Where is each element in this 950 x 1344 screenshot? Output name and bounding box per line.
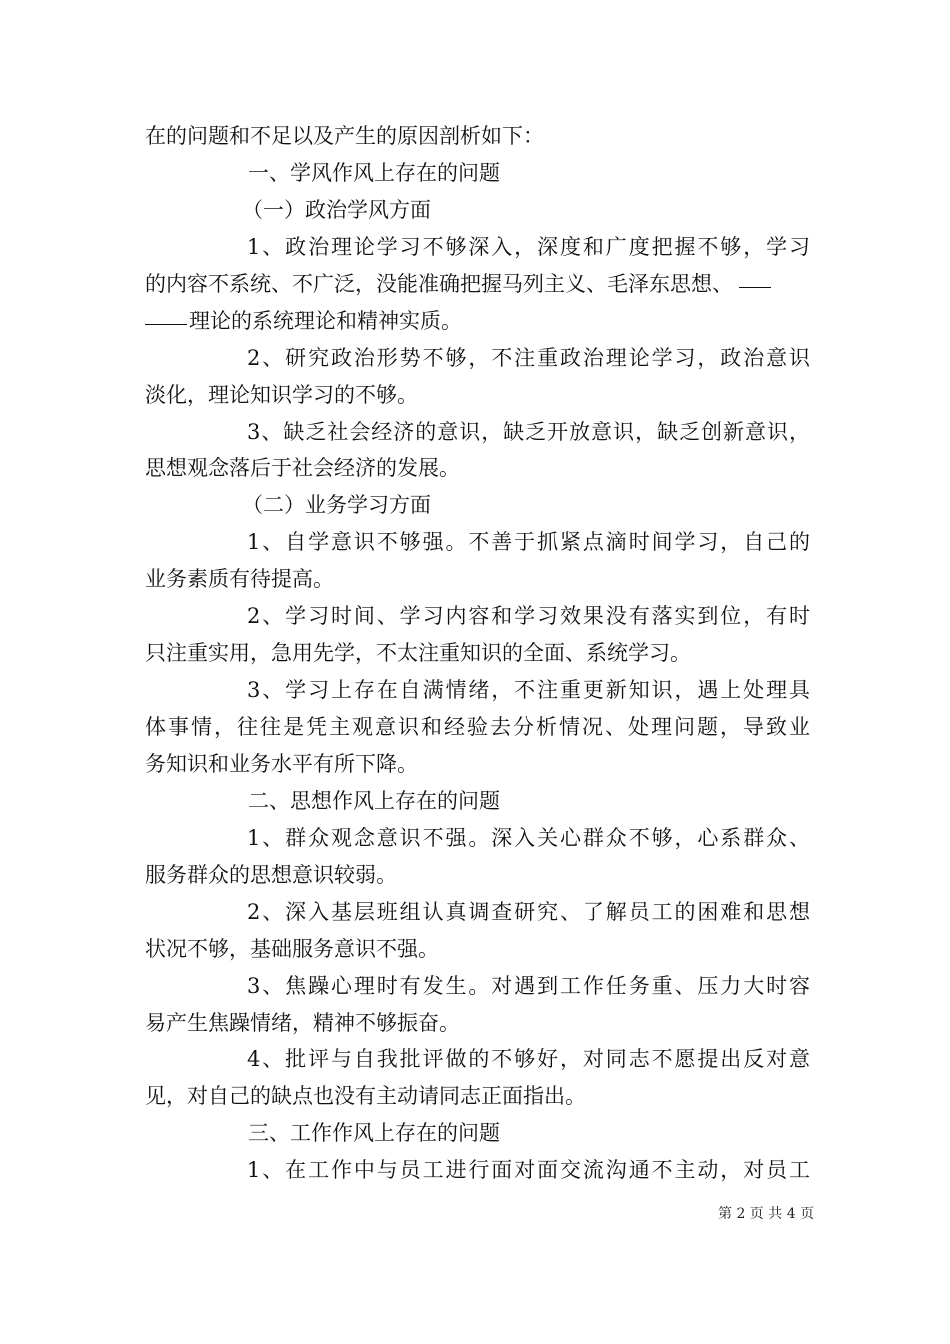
text-line [145, 1078, 810, 1115]
text-line-content: 4、批评与自我批评做的不够好，对同志不愿提出反对意 [247, 1047, 810, 1072]
text-line [145, 894, 810, 931]
text-line [145, 820, 810, 857]
text-line-content: 2、研究政治形势不够，不注重政治理论学习，政治意识 [247, 345, 810, 370]
text-line [145, 450, 810, 487]
text-line-content: 的内容不系统、不广泛，没能准确把握马列主义、毛泽东思想、 [145, 271, 733, 296]
text-line-content: 体事情，往往是凭主观意识和经验去分析情况、处理问题，导致业 [145, 715, 810, 739]
page-number-footer: 第 2 页 共 4 页 [718, 1206, 815, 1222]
text-line-content: 1、在工作中与员工进行面对面交流沟通不主动，对员工 [247, 1158, 810, 1183]
text-line-content: 理论的系统理论和精神实质。 [189, 308, 462, 333]
text-line [145, 266, 810, 303]
text-line [145, 1041, 810, 1078]
text-line [145, 377, 810, 414]
fill-in-blank [145, 323, 187, 325]
text-line [145, 598, 810, 635]
text-line [145, 1005, 810, 1042]
text-line [145, 118, 810, 155]
text-line-content: 3、焦躁心理时有发生。对遇到工作任务重、压力大时容 [247, 973, 810, 998]
section-heading-text: 一、学风作风上存在的问题 [248, 160, 500, 185]
text-line-content: 服务群众的思想意识较弱。 [145, 862, 397, 887]
section-heading [145, 783, 810, 820]
section-heading [145, 1115, 810, 1152]
text-line [145, 931, 810, 968]
text-line [145, 635, 810, 672]
text-line [145, 229, 810, 266]
text-line-content: 1、政治理论学习不够深入，深度和广度把握不够，学习 [247, 234, 810, 259]
text-line [145, 857, 810, 894]
subsection-heading-text: （一）政治学风方面 [242, 197, 431, 222]
subsection-heading [145, 487, 810, 524]
text-line-content: 1、群众观念意识不强。深入关心群众不够，心系群众、 [247, 825, 810, 850]
section-heading [145, 155, 810, 192]
subsection-heading-text: （二）业务学习方面 [242, 493, 431, 518]
fill-in-blank [739, 286, 771, 288]
text-line-content: 在的问题和不足以及产生的原因剖析如下： [145, 124, 544, 148]
text-line-content: 只注重实用，急用先学，不太注重知识的全面、系统学习。 [145, 641, 691, 666]
text-line-content: 2、学习时间、学习内容和学习效果没有落实到位，有时 [247, 604, 810, 629]
text-line-content: 业务素质有待提高。 [145, 567, 334, 592]
text-line [145, 968, 810, 1005]
text-line-content: 状况不够，基础服务意识不强。 [145, 936, 439, 961]
text-line [145, 340, 810, 377]
text-line-content: 务知识和业务水平有所下降。 [145, 751, 418, 776]
text-line-content: 思想观念落后于社会经济的发展。 [145, 456, 460, 481]
text-line [145, 414, 810, 451]
text-line [145, 709, 810, 746]
section-heading-text: 三、工作作风上存在的问题 [248, 1121, 500, 1146]
text-line-content: 1、自学意识不够强。不善于抓紧点滴时间学习，自己的 [247, 530, 810, 555]
text-line [145, 672, 810, 709]
text-line-content: 2、深入基层班组认真调查研究、了解员工的困难和思想 [247, 899, 810, 924]
text-line [145, 303, 810, 340]
text-line-content: 见，对自己的缺点也没有主动请同志正面指出。 [145, 1084, 586, 1109]
text-line-content: 3、学习上存在自满情绪，不注重更新知识，遇上处理具 [247, 678, 810, 703]
text-line-content: 3、缺乏社会经济的意识，缺乏开放意识，缺乏创新意识， [247, 419, 810, 444]
subsection-heading [145, 192, 810, 229]
document-body [145, 118, 810, 1189]
text-line-content: 易产生焦躁情绪，精神不够振奋。 [145, 1010, 460, 1035]
text-line [145, 746, 810, 783]
text-line [145, 524, 810, 561]
section-heading-text: 二、思想作风上存在的问题 [248, 788, 500, 813]
text-line-content: 淡化，理论知识学习的不够。 [145, 382, 418, 407]
text-line [145, 561, 810, 598]
text-line [145, 1152, 810, 1189]
